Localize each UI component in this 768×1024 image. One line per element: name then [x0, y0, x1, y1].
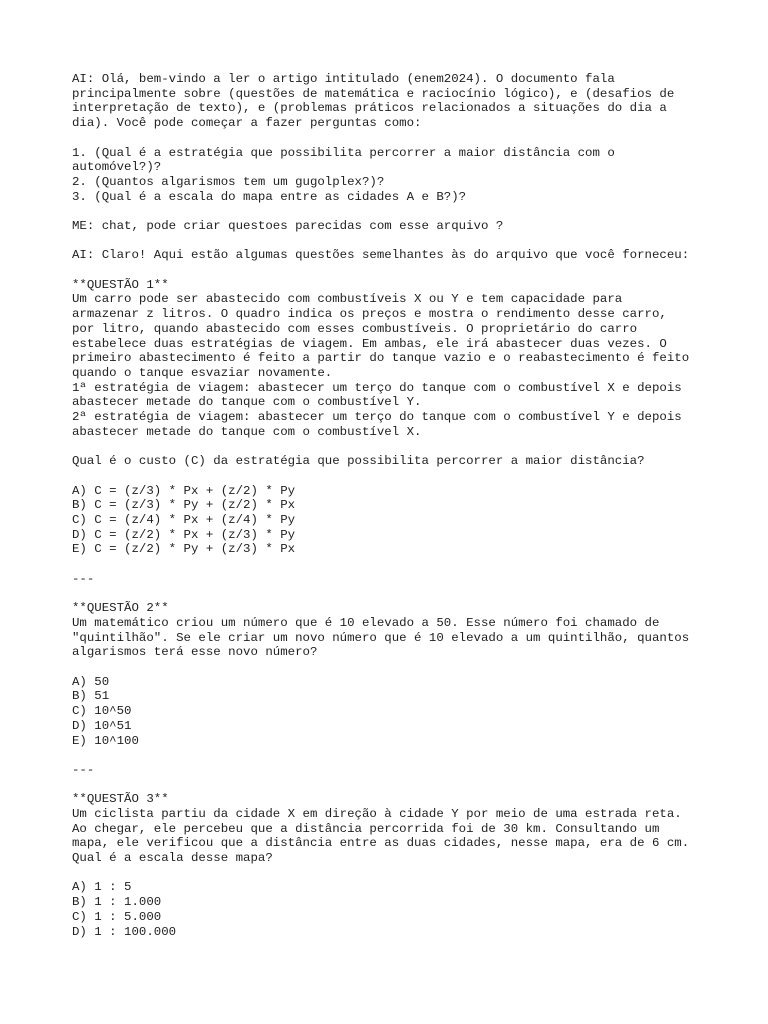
question-1-option: A) C = (z/3) * Px + (z/2) * Py: [72, 483, 296, 498]
intro-line: dia). Você pode começar a fazer perguntas como:: [72, 116, 422, 131]
question-3-body-line: Ao chegar, ele percebeu que a distância percorrida foi de 30 km. Consultando um: [72, 821, 660, 836]
question-1-body-line: 1ª estratégia de viagem: abastecer um terço do tanque com o combustível X e depois: [72, 380, 682, 395]
question-1-body-line: por litro, quando abastecido com esses combustíveis. O proprietário do carro: [72, 321, 638, 336]
suggestion-line: 1. (Qual é a estratégia que possibilita percorrer a maior distância com o: [72, 145, 615, 160]
question-2-statement: [72, 601, 712, 660]
question-1-statement: [72, 278, 712, 440]
question-2-body-line: "quintilhão". Se ele criar um novo número que é 10 elevado a um quintilhão, quantos: [72, 630, 690, 645]
question-1-option: E) C = (z/2) * Py + (z/3) * Px: [72, 542, 296, 557]
question-1-question: Qual é o custo (C) da estratégia que possibilita percorrer a maior distância?: [72, 454, 645, 469]
suggested-questions: [72, 146, 712, 205]
question-1-title: **QUESTÃO 1**: [72, 277, 169, 292]
question-1-body-line: primeiro abastecimento é feito a partir do tanque vazio e o reabastecimento é feito: [72, 351, 690, 366]
question-1-body-line: abastecer metade do tanque com o combustível Y.: [72, 395, 422, 410]
question-2-option: B) 51: [72, 689, 110, 704]
question-3-option: A) 1 : 5: [72, 880, 132, 895]
question-2-option: C) 10^50: [72, 704, 132, 719]
intro-line: AI: Olá, bem-vindo a ler o artigo intitulado (enem2024). O documento fala: [72, 72, 615, 86]
separator: [72, 572, 712, 587]
question-2-option: D) 10^51: [72, 718, 132, 733]
suggestion-line: automóvel?)?: [72, 160, 162, 175]
question-1-body-line: quando o tanque esvaziar novamente.: [72, 366, 333, 380]
question-3-body-line: Um ciclista partiu da cidade X em direção à cidade Y por meio de uma estrada reta.: [72, 806, 682, 821]
question-3-options: [72, 880, 712, 939]
question-2-body-line: Um matemático criou um número que é 10 elevado a 50. Esse número foi chamado de: [72, 615, 660, 630]
suggestion-line: 3. (Qual é a escala do mapa entre as cidades A e B?)?: [72, 189, 467, 204]
question-3-body-line: Qual é a escala desse mapa?: [72, 851, 273, 866]
question-1-body-line: estabelece duas estratégias de viagem. Em ambas, ele irá abastecer duas vezes. O: [72, 336, 667, 351]
suggestion-line: 2. (Quantos algarismos tem um gugolplex?)?: [72, 174, 385, 189]
user-message-text: ME: chat, pode criar questoes parecidas com esse arquivo ?: [72, 219, 504, 233]
separator-text: ---: [72, 571, 95, 586]
question-1-body-line: Um carro pode ser abastecido com combustíveis X ou Y e tem capacidade para: [72, 292, 623, 307]
question-1-option: C) C = (z/4) * Px + (z/4) * Py: [72, 513, 296, 527]
question-2-option: E) 10^100: [72, 733, 139, 748]
question-1-body-line: abastecer metade do tanque com o combustível X.: [72, 424, 422, 439]
separator: [72, 763, 712, 778]
question-1-body-line: 2ª estratégia de viagem: abastecer um terço do tanque com o combustível Y e depois: [72, 410, 682, 425]
question-2-title: **QUESTÃO 2**: [72, 601, 169, 616]
question-3-statement: [72, 792, 712, 866]
question-2-option: A) 50: [72, 674, 110, 689]
question-3-option: D) 1 : 100.000: [72, 924, 177, 939]
question-2-options: [72, 675, 712, 749]
document-page: [72, 72, 712, 972]
intro-line: principalmente sobre (questões de matemática e raciocínio lógico), e (desafios de: [72, 86, 675, 101]
question-1-options: [72, 484, 712, 558]
intro-line: interpretação de texto), e (problemas práticos relacionados a situações do dia a: [72, 101, 667, 116]
question-3-title: **QUESTÃO 3**: [72, 792, 169, 807]
question-1-prompt: [72, 454, 712, 469]
user-message: [72, 219, 712, 234]
question-3-option: C) 1 : 5.000: [72, 909, 162, 924]
question-1-body-line: armazenar z litros. O quadro indica os preços e mostra o rendimento desse carro,: [72, 307, 667, 322]
question-3-option: B) 1 : 1.000: [72, 895, 162, 910]
question-1-option: B) C = (z/3) * Py + (z/2) * Px: [72, 498, 296, 513]
separator-text: ---: [72, 762, 95, 777]
ai-reply: [72, 248, 712, 263]
question-2-body-line: algarismos terá esse novo número?: [72, 645, 318, 660]
intro-paragraph: [72, 72, 712, 131]
question-3-body-line: mapa, ele verificou que a distância entre as duas cidades, nesse mapa, era de 6 cm.: [72, 836, 690, 851]
ai-reply-text: AI: Claro! Aqui estão algumas questões semelhantes às do arquivo que você forneceu:: [72, 248, 690, 263]
question-1-option: D) C = (z/2) * Px + (z/3) * Py: [72, 527, 296, 542]
